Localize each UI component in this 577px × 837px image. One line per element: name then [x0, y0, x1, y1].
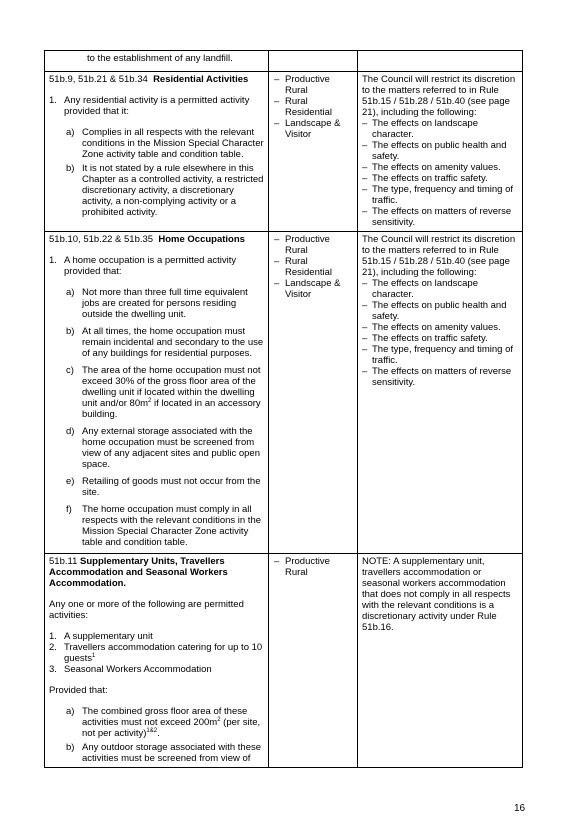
empty-cell: [358, 51, 523, 72]
continued-text: to the establishment of any landfill.: [45, 51, 269, 72]
matters-cell: [358, 72, 523, 232]
list-item: c) The area of the home occupation must not exceed 30% of the gross floor area of the dwelling unit if located within the dwelling unit and/or $80m^2$ if located in an accessory building.: [66, 365, 261, 420]
list-item: a) The combined gross floor area of these activities must not exceed $200m^2$ (per site, not per activity)$^{1\&2}$.: [66, 706, 261, 739]
list-item: 1. A home occupation is a permitted activity provided that:: [49, 255, 237, 277]
list-item: d) Any external storage associated with the home occupation must be screened from view of any adjacent sites and public open space.: [66, 426, 260, 470]
rule-cell: [45, 72, 269, 232]
zones-cell: [269, 72, 358, 232]
zone-item: – Productive Rural: [274, 74, 330, 96]
rule-numbers: 51b.11: [49, 556, 78, 567]
table-row: [45, 72, 523, 232]
zone-item: – Rural Residential: [274, 256, 332, 278]
rule-heading: [49, 234, 264, 245]
zones-cell: [269, 554, 358, 768]
page-number: 16: [514, 803, 526, 814]
list-item: 1. A supplementary unit: [49, 631, 153, 642]
list-item: f) The home occupation must comply in all respects with the relevant conditions in the Mission Special Character Zone activity table and condition table.: [66, 504, 262, 548]
list-item: a) Complies in all respects with the relevant conditions in the Mission Special Character Zone activity table and condition table.: [66, 127, 264, 160]
matter-item: – The effects on matters of reverse sensitivity.: [362, 206, 512, 228]
table-row: [45, 554, 523, 768]
matter-item: – The effects on amenity values.: [362, 322, 501, 333]
zone-item: – Rural Residential: [274, 96, 332, 118]
list-item: 1. Any residential activity is a permitted activity provided that it:: [49, 95, 250, 117]
matter-item: – The effects on amenity values.: [362, 162, 501, 173]
rule-numbers: 51b.10, 51b.22 & 51b.35: [49, 234, 154, 245]
rule-cell: [45, 554, 269, 768]
rules-table: [44, 50, 523, 768]
note-text: NOTE: A supplementary unit, travellers accommodation or seasonal workers accommodation that does not comply in all respects with the relevant conditions is a discretionary activity under Rule 51b.16.: [362, 556, 511, 633]
matter-item: – The type, frequency and timing of traffic.: [362, 184, 513, 206]
rule-cell: [45, 232, 269, 554]
matter-item: – The effects on traffic safety.: [362, 333, 488, 344]
note-cell: [358, 554, 523, 768]
matter-item: – The effects on landscape character.: [362, 278, 478, 300]
matter-item: – The effects on public health and safety.: [362, 140, 507, 162]
rule-title: Home Occupations: [158, 234, 245, 245]
rule-numbers: 51b.9, 51b.21 & 51b.34: [49, 74, 148, 85]
zone-item: – Landscape & Visitor: [274, 278, 341, 300]
zone-item: – Landscape & Visitor: [274, 118, 341, 140]
zone-item: – Productive Rural: [274, 556, 330, 578]
list-item: a) Not more than three full time equivalent jobs are created for persons residing outside the dwelling unit.: [66, 287, 248, 320]
zone-item: – Productive Rural: [274, 234, 330, 256]
list-item: b) Any outdoor storage associated with these activities must be screened from view of: [66, 742, 262, 764]
matter-item: – The type, frequency and timing of traffic.: [362, 344, 513, 366]
rule-intro: Any one or more of the following are permitted activities:: [49, 599, 244, 621]
matter-item: – The effects on matters of reverse sensitivity.: [362, 366, 512, 388]
list-item: b) At all times, the home occupation must remain incidental and secondary to the use of any buildings for residential purposes.: [66, 326, 264, 359]
matter-item: – The effects on traffic safety.: [362, 173, 488, 184]
rule-title: Supplementary Units, Travellers Accommodation and Seasonal Workers Accommodation.: [49, 556, 228, 589]
matters-intro: The Council will restrict its discretion to the matters referred to in Rule 51b.15 / 51b.28 / 51b.40 (see page 21), including the following:: [362, 74, 516, 118]
matter-item: – The effects on landscape character.: [362, 118, 478, 140]
table-row: [45, 51, 523, 72]
list-item: e) Retailing of goods must not occur from the site.: [66, 476, 261, 498]
rule-heading: [49, 74, 264, 85]
list-item: 2. Travellers accommodation catering for up to 10 guests$^1$: [49, 642, 263, 664]
zones-cell: [269, 232, 358, 554]
table-row: [45, 232, 523, 554]
list-item: 3. Seasonal Workers Accommodation: [49, 664, 212, 675]
matters-cell: [358, 232, 523, 554]
empty-cell: [269, 51, 358, 72]
rule-title: Residential Activities: [153, 74, 249, 85]
list-item: b) It is not stated by a rule elsewhere in this Chapter as a controlled activity, a restricted discretionary activity, a discretionary activity, a non-complying activity or a prohibited activity.: [66, 163, 264, 218]
provided-label: Provided that:: [49, 685, 108, 696]
matter-item: – The effects on public health and safety.: [362, 300, 507, 322]
matters-intro: The Council will restrict its discretion to the matters referred to in Rule 51b.15 / 51b.28 / 51b.40 (see page 21), including the following:: [362, 234, 516, 278]
rule-heading: [49, 556, 264, 589]
